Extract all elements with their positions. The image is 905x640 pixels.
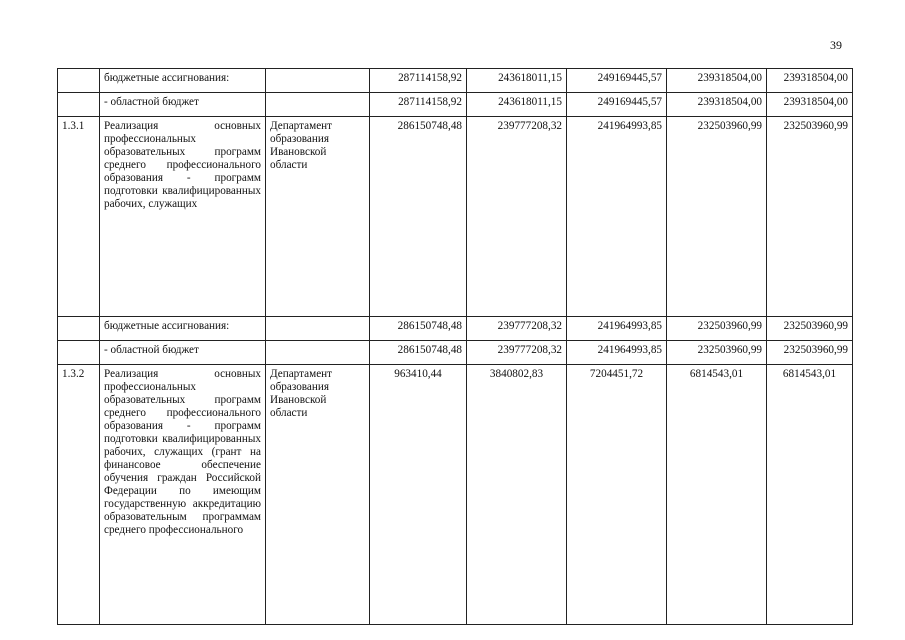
row-value: 232503960,99 — [667, 341, 767, 365]
table-row — [58, 117, 853, 317]
row-name: - областной бюджет — [100, 93, 266, 117]
row-value: 232503960,99 — [667, 117, 767, 317]
row-value: 241964993,85 — [567, 341, 667, 365]
row-value: 287114158,92 — [370, 69, 467, 93]
row-value: 6814543,01 — [767, 365, 853, 625]
row-name: бюджетные ассигнования: — [100, 69, 266, 93]
row-value: 243618011,15 — [467, 69, 567, 93]
row-code — [58, 69, 100, 93]
row-value: 232503960,99 — [767, 117, 853, 317]
row-value: 3840802,83 — [467, 365, 567, 625]
row-value: 286150748,48 — [370, 117, 467, 317]
row-value: 239318504,00 — [667, 69, 767, 93]
row-value: 241964993,85 — [567, 117, 667, 317]
row-value: 249169445,57 — [567, 69, 667, 93]
row-value: 249169445,57 — [567, 93, 667, 117]
row-code — [58, 93, 100, 117]
row-name: Реализация основных профессиональных образовательных программ среднего профессионального образования - программ подготовки квалифицированных рабочих, служащих — [100, 117, 266, 317]
row-value: 232503960,99 — [667, 317, 767, 341]
row-executor — [266, 317, 370, 341]
table-row — [58, 341, 853, 365]
row-value: 239777208,32 — [467, 117, 567, 317]
row-name: бюджетные ассигнования: — [100, 317, 266, 341]
row-executor: Департамент образования Ивановской области — [266, 365, 370, 625]
row-value: 287114158,92 — [370, 93, 467, 117]
budget-table — [57, 68, 853, 625]
row-code: 1.3.2 — [58, 365, 100, 625]
row-value: 232503960,99 — [767, 341, 853, 365]
row-code — [58, 341, 100, 365]
row-value: 232503960,99 — [767, 317, 853, 341]
row-value: 7204451,72 — [567, 365, 667, 625]
row-code: 1.3.1 — [58, 117, 100, 317]
row-value: 6814543,01 — [667, 365, 767, 625]
table-row — [58, 365, 853, 625]
row-value: 239318504,00 — [767, 69, 853, 93]
row-value: 243618011,15 — [467, 93, 567, 117]
row-executor — [266, 93, 370, 117]
row-name: Реализация основных профессиональных образовательных программ среднего профессионального образования - программ подготовки квалифицированных рабочих, служащих (грант на финансовое обеспечение обучения граждан Российской Федерации по имеющим государственную аккредитацию образовательным программам среднего профессионального — [100, 365, 266, 625]
row-value: 239777208,32 — [467, 341, 567, 365]
row-executor: Департамент образования Ивановской области — [266, 117, 370, 317]
page-number: 39 — [830, 38, 842, 52]
row-value: 239318504,00 — [767, 93, 853, 117]
row-value: 963410,44 — [370, 365, 467, 625]
row-executor — [266, 69, 370, 93]
row-value: 286150748,48 — [370, 317, 467, 341]
row-code — [58, 317, 100, 341]
table-row — [58, 93, 853, 117]
row-name: - областной бюджет — [100, 341, 266, 365]
row-value: 239318504,00 — [667, 93, 767, 117]
table-row — [58, 317, 853, 341]
row-value: 286150748,48 — [370, 341, 467, 365]
row-value: 239777208,32 — [467, 317, 567, 341]
row-value: 241964993,85 — [567, 317, 667, 341]
row-executor — [266, 341, 370, 365]
table-row — [58, 69, 853, 93]
